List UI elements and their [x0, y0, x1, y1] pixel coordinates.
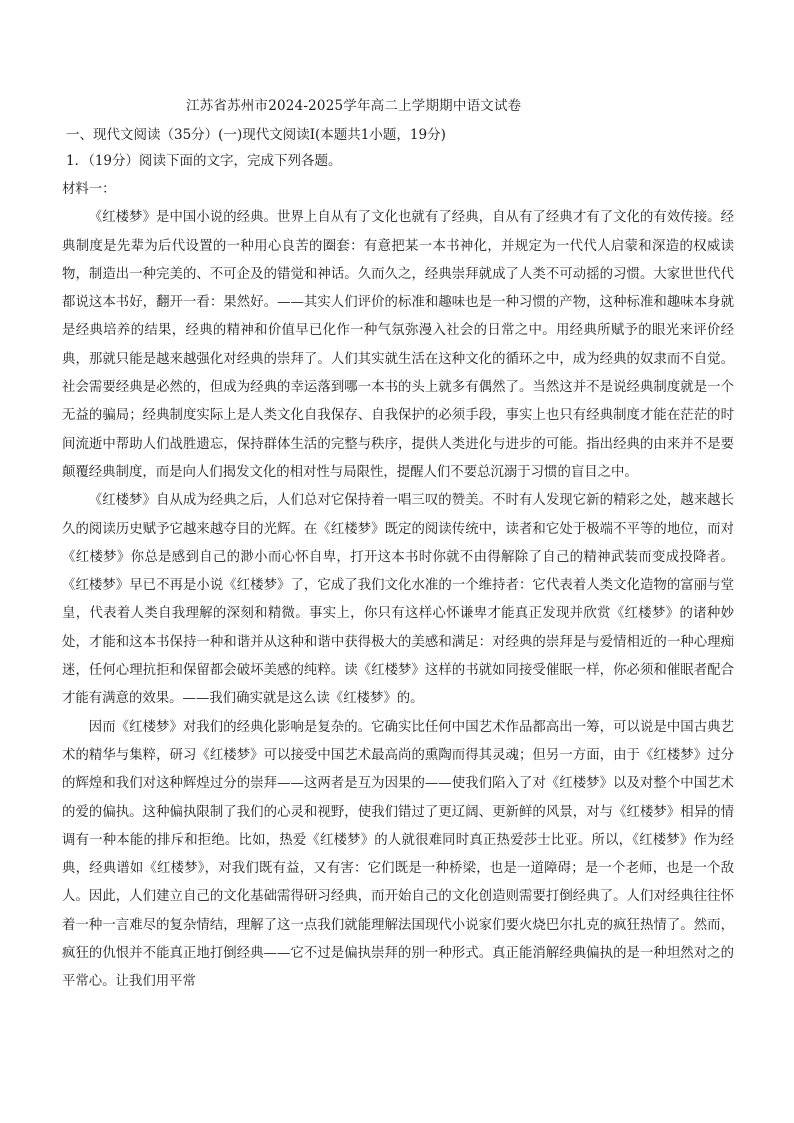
section-heading: 一、现代文阅读（35分）(一)现代文阅读Ⅰ(本题共1小题，19分)	[66, 127, 446, 143]
paragraph: 《红楼梦》自从成为经典之后，人们总对它保持着一唱三叹的赞美。不时有人发现它新的精彩之处，越来越长久的阅读历史赋予它越来越夺目的光辉。在《红楼梦》既定的阅读传统中，读者和它处于极端不平等的地位，而对《红楼梦》你总是感到自己的渺小而心怀自卑，打开这本书时你就不由得解除了自己的精神武装而变成投降者。《红楼梦》早已不再是小说《红楼梦》了，它成了我们文化水准的一个维持者：它代表着人类文化造物的富丽与堂皇，代表着人类自我理解的深刻和精微。事实上，你只有这样心怀谦卑才能真正发现并欣赏《红楼梦》的诸种妙处，才能和这本书保持一种和谐并从这种和谐中获得极大的美感和满足：对经典的崇拜是与爱情相近的一种心理痴迷，任何心理抗拒和保留都会破坏美感的纯粹。读《红楼梦》这样的书就如同接受催眠一样，你必须和催眠者配合才能有满意的效果。——我们确实就是这么读《红楼梦》的。	[62, 493, 734, 707]
exam-title: 江苏省苏州市2024-2025学年高二上学期期中语文试卷	[186, 98, 522, 114]
paragraph: 因而《红楼梦》对我们的经典化影响是复杂的。它确实比任何中国艺术作品都高出一筹，可以说是中国古典艺术的精华与集粹，研习《红楼梦》可以接受中国艺术最高尚的熏陶而得其灵魂；但另一方面，由于《红楼梦》过分的辉煌和我们对这种辉煌过分的崇拜——这两者是互为因果的——使我们陷入了对《红楼梦》以及对整个中国艺术的爱的偏执。这种偏执限制了我们的心灵和视野，使我们错过了更辽阔、更新鲜的风景，对与《红楼梦》相异的情调有一种本能的排斥和拒绝。比如，热爱《红楼梦》的人就很难同时真正热爱莎士比亚。所以，《红楼梦》作为经典，经典谱如《红楼梦》，对我们既有益，又有害：它们既是一种桥梁，也是一道障碍；是一个老师，也是一个敌人。因此，人们建立自己的文化基础需得研习经典，而开始自己的文化创造则需要打倒经典了。人们对经典往往怀着一种一言难尽的复杂情结，理解了这一点我们就能理解法国现代小说家们要火烧巴尔扎克的疯狂热情了。然而，疯狂的仇恨并不能真正地打倒经典——它不过是偏执崇拜的别一种形式。真正能消解经典偏执的是一种坦然对之的平常心。让我们用平常	[62, 719, 734, 990]
reading-passage	[62, 176, 734, 997]
material-label: 材料一：	[62, 182, 116, 197]
paragraph: 《红楼梦》是中国小说的经典。世界上自从有了文化也就有了经典，自从有了经典才有了文化的有效传接。经典制度是先辈为后代设置的一种用心良苦的圈套：有意把某一本书神化，并规定为一代代人启蒙和深造的权威读物，制造出一种完美的、不可企及的错觉和神话。久而久之，经典崇拜就成了人类不可动摇的习惯。大家世世代代都说这本书好，翻开一看：果然好。——其实人们评价的标准和趣味也是一种习惯的产物，这种标准和趣味本身就是经典培养的结果，经典的精神和价值早已化作一种气氛弥漫入社会的日常之中。用经典所赋予的眼光来评价经典，那就只能是越来越强化对经典的崇拜了。人们其实就生活在这种文化的循环之中，成为经典的奴隶而不自觉。社会需要经典是必然的，但成为经典的幸运落到哪一本书的头上就多有偶然了。当然这并不是说经典制度就是一个无益的骗局；经典制度实际上是人类文化自我保存、自我保护的必须手段，事实上也只有经典制度才能在茫茫的时间流逝中帮助人们战胜遗忘，保持群体生活的完整与秩序，提供人类进化与进步的可能。指出经典的由来并不是要颠覆经典制度，而是向人们揭发文化的相对性与局限性，提醒人们不要总沉溺于习惯的盲目之中。	[62, 210, 734, 480]
question-prompt: 1．（19分）阅读下面的文字，完成下列各题。	[66, 153, 342, 169]
